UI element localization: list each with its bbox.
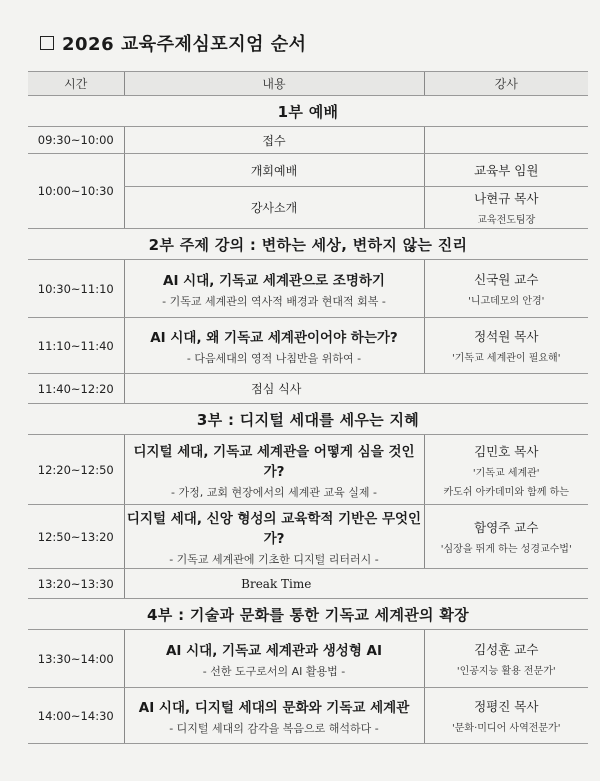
section-row	[28, 599, 588, 630]
row-time: 10:00~10:30	[28, 154, 124, 229]
speaker-desc: '기독교 세계관이 필요해'	[452, 353, 561, 364]
row-time: 11:10~11:40	[28, 318, 124, 374]
page-title	[40, 30, 307, 56]
table-row	[28, 630, 588, 688]
section-row	[28, 229, 588, 260]
speaker-desc: '심장을 뛰게 하는 성경교수법'	[440, 544, 572, 555]
section-row	[28, 96, 588, 127]
row-speaker	[424, 688, 588, 744]
speaker-name: 함영주 교수	[474, 520, 539, 535]
section-title-1: 1부 예배	[28, 96, 588, 127]
session-title: 디지털 세대, 신앙 형성의 교육학적 기반은 무엇인가?	[126, 510, 422, 547]
session-subtitle: - 기독교 세계관에 기초한 디지털 리터러시 -	[169, 552, 379, 566]
session-title: AI 시대, 기독교 세계관으로 조명하기	[163, 272, 385, 289]
row-time: 13:30~14:00	[28, 630, 124, 688]
row-time: 13:20~13:30	[28, 569, 124, 599]
row-speaker	[424, 127, 588, 154]
title-text: 2026 교육주제심포지엄 순서	[62, 34, 307, 55]
row-speaker	[424, 318, 588, 374]
speaker-name: 정석원 목사	[474, 329, 539, 344]
row-time: 10:30~11:10	[28, 260, 124, 318]
program-table	[28, 71, 588, 744]
table-row	[28, 318, 588, 374]
session-subtitle: - 기독교 세계관의 역사적 배경과 현대적 회복 -	[162, 294, 386, 308]
row-speaker	[424, 435, 588, 505]
row-content	[124, 688, 424, 744]
row-content	[124, 318, 424, 374]
session-subtitle: - 다음세대의 영적 나침반을 위하여 -	[186, 351, 362, 365]
speaker-desc: '인공지능 활용 전문가'	[456, 666, 556, 677]
table-row	[28, 505, 588, 569]
row-content: 강사소개	[124, 187, 424, 229]
speaker-name: 김민호 목사	[474, 443, 539, 459]
row-speaker	[424, 187, 588, 229]
session-title: AI 시대, 왜 기독교 세계관이어야 하는가?	[150, 329, 398, 346]
row-content	[124, 435, 424, 505]
row-content	[124, 260, 424, 318]
row-time: 12:20~12:50	[28, 435, 124, 505]
session-title: AI 시대, 기독교 세계관과 생성형 AI	[165, 642, 383, 659]
speaker-name: 신국원 교수	[474, 272, 539, 287]
speaker-desc: '문화·미디어 사역전문가'	[452, 723, 561, 734]
speaker-name: 나현규 목사	[474, 191, 539, 206]
speaker-desc: '니고데모의 안경'	[468, 296, 545, 307]
section-title-4: 4부 : 기술과 문화를 통한 기독교 세계관의 확장	[28, 599, 588, 630]
session-subtitle: - 디지털 세대의 감각을 복음으로 해석하다 -	[169, 721, 379, 735]
row-speaker	[424, 630, 588, 688]
speaker-desc-2: 카도쉬 아카데미와 함께 하는	[443, 486, 569, 498]
table-row	[28, 374, 588, 404]
row-speaker	[424, 260, 588, 318]
row-content: Break Time	[124, 569, 588, 599]
table-header-row	[28, 72, 588, 96]
speaker-desc: '기독교 세계관'	[472, 467, 540, 479]
speaker-name: 김성훈 교수	[474, 642, 539, 657]
section-title-3: 3부 : 디지털 세대를 세우는 지혜	[28, 404, 588, 435]
row-content	[124, 630, 424, 688]
table-row	[28, 260, 588, 318]
row-time: 12:50~13:20	[28, 505, 124, 569]
header-speaker: 강사	[424, 72, 588, 96]
table-row	[28, 435, 588, 505]
table-row	[28, 127, 588, 154]
row-time: 11:40~12:20	[28, 374, 124, 404]
checkbox-square-icon	[40, 36, 54, 50]
row-content	[124, 505, 424, 569]
row-time: 09:30~10:00	[28, 127, 124, 154]
table-row	[28, 569, 588, 599]
session-title: 디지털 세대, 기독교 세계관을 어떻게 심을 것인가?	[133, 443, 415, 480]
header-content: 내용	[124, 72, 424, 96]
header-time: 시간	[28, 72, 124, 96]
session-subtitle: - 선한 도구로서의 AI 활용법 -	[202, 664, 346, 678]
session-title: AI 시대, 디지털 세대의 문화와 기독교 세계관	[138, 699, 410, 716]
table-row	[28, 154, 588, 187]
section-row	[28, 404, 588, 435]
section-title-2: 2부 주제 강의 : 변하는 세상, 변하지 않는 진리	[28, 229, 588, 260]
row-speaker: 교육부 임원	[424, 154, 588, 187]
row-time: 14:00~14:30	[28, 688, 124, 744]
session-subtitle: - 가정, 교회 현장에서의 세계관 교육 실제 -	[171, 485, 377, 499]
row-speaker	[424, 505, 588, 569]
row-content: 개회예배	[124, 154, 424, 187]
table-row	[28, 688, 588, 744]
speaker-desc: 교육전도팀장	[477, 215, 536, 226]
row-content: 점심 식사	[124, 374, 588, 404]
row-content: 접수	[124, 127, 424, 154]
speaker-name: 정평진 목사	[474, 699, 539, 714]
